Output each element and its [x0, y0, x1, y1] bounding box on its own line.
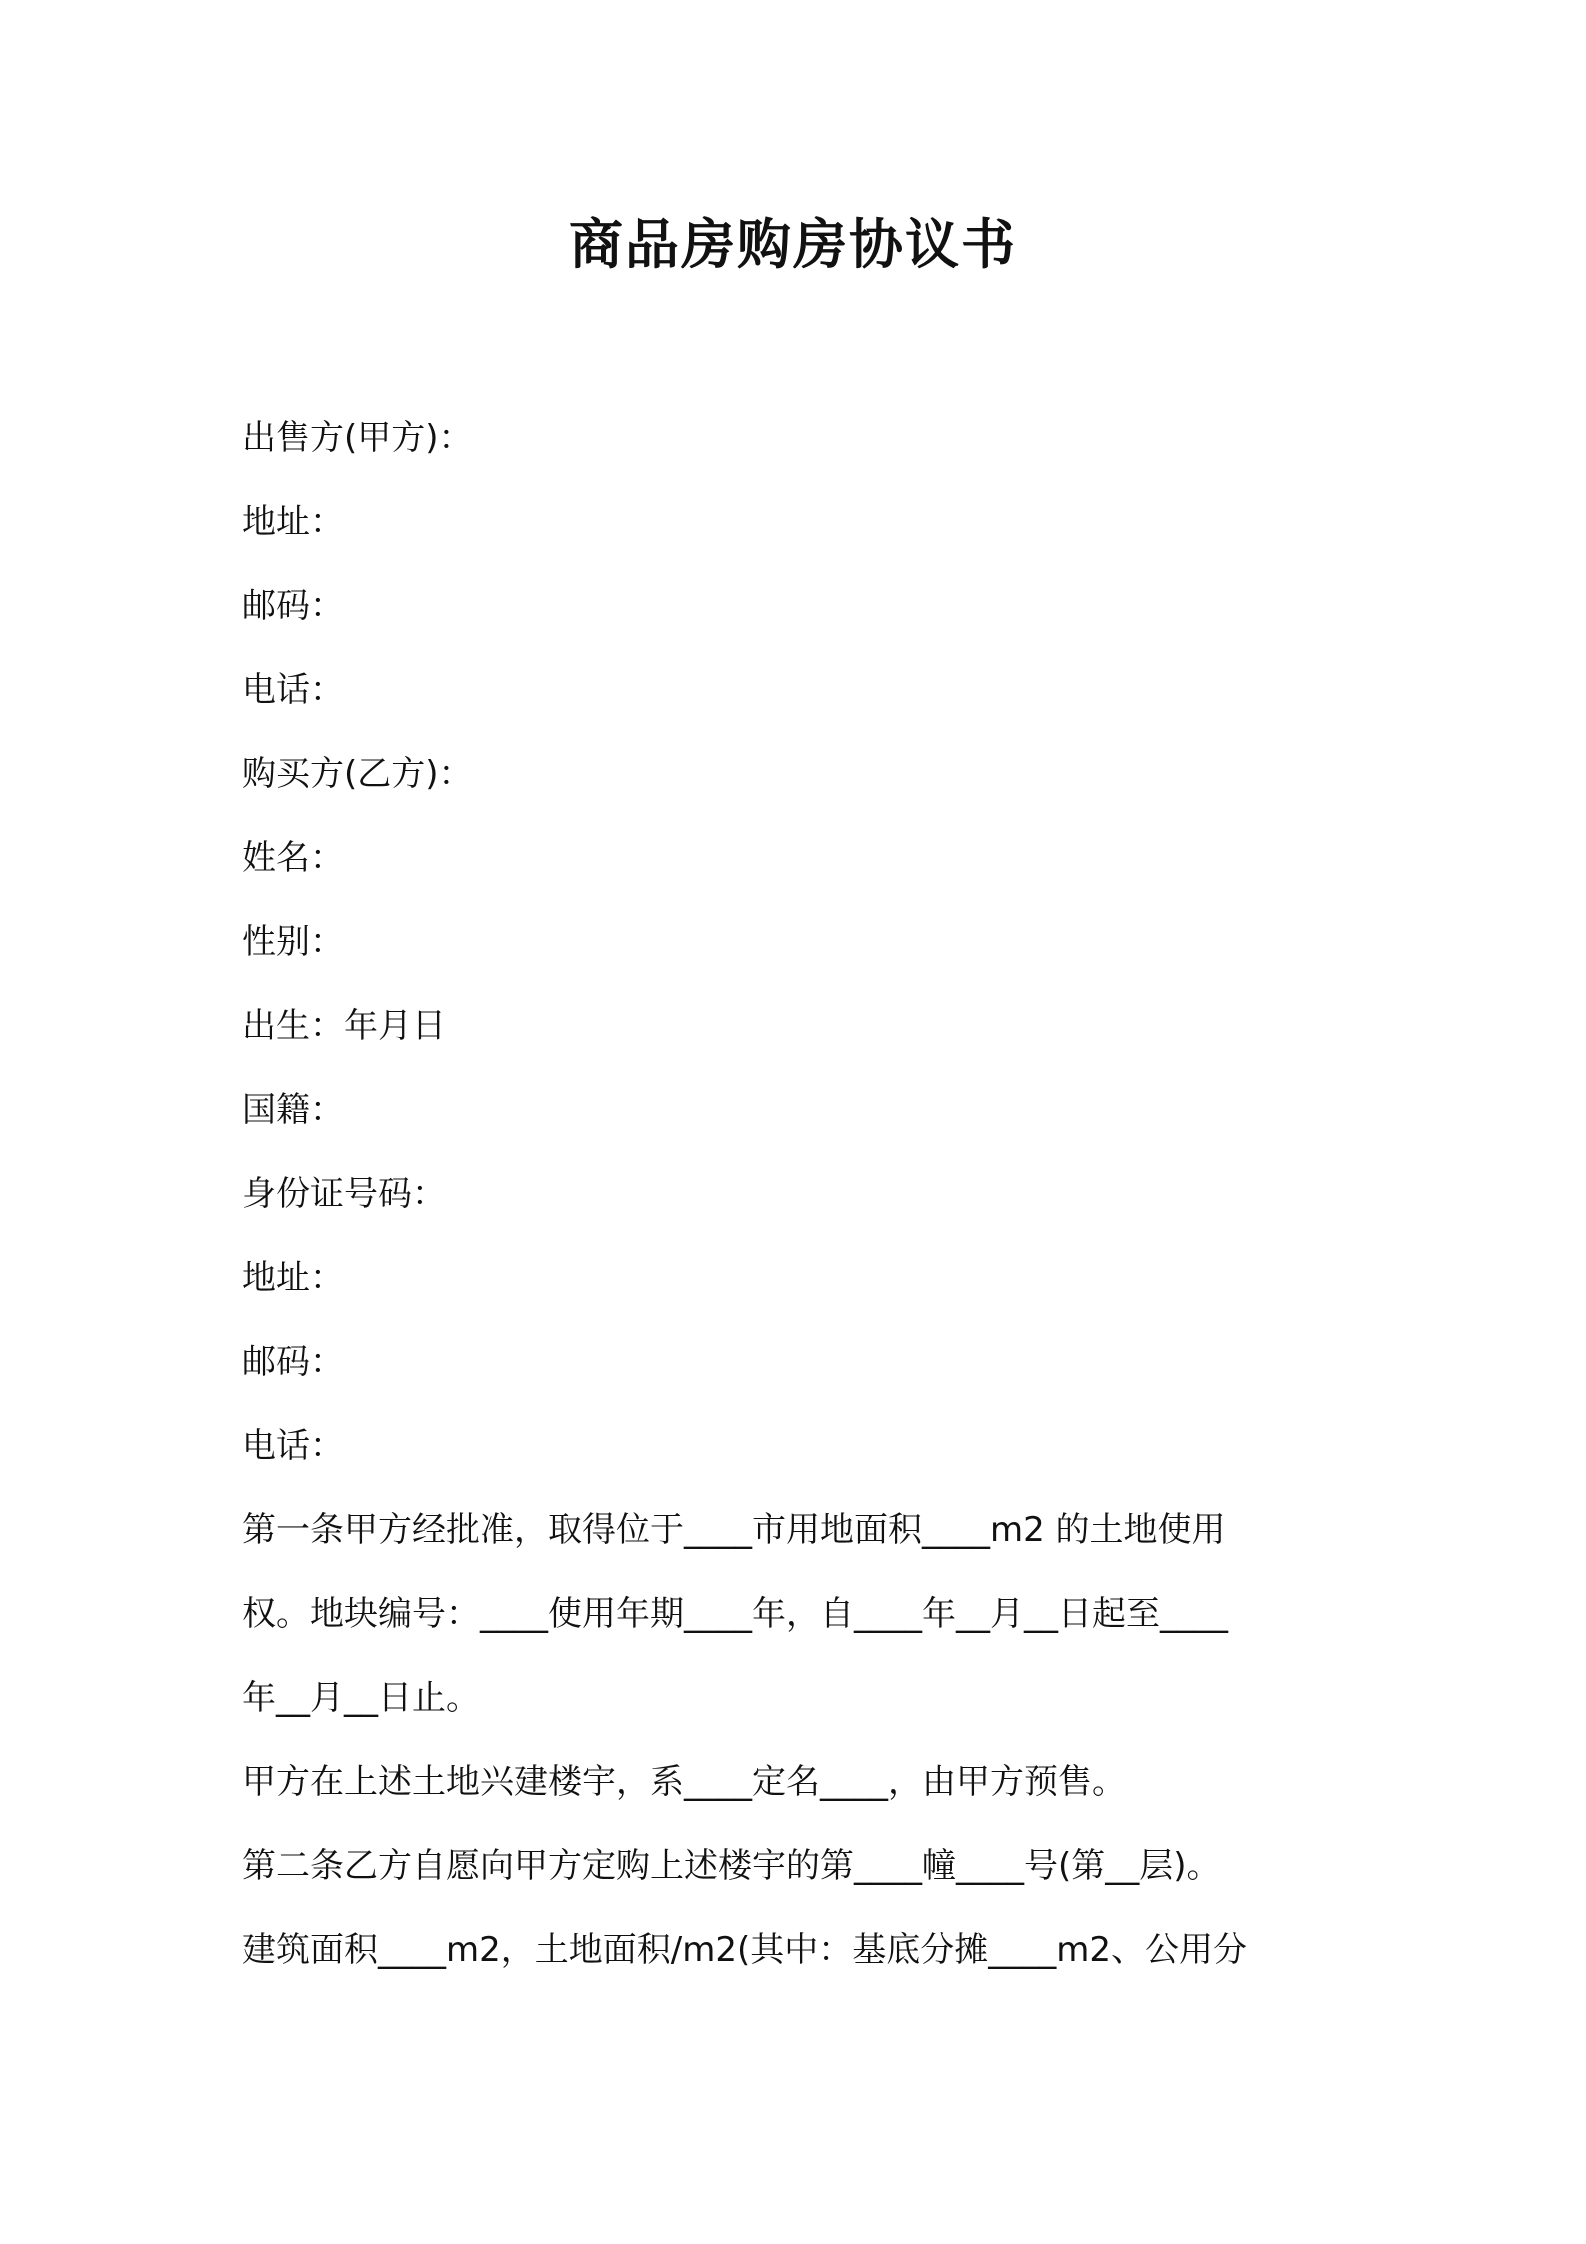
buyer-name-label: 姓名： [242, 838, 344, 878]
seller-phone-label: 电话： [242, 670, 344, 710]
buyer-phone-label: 电话： [242, 1426, 344, 1466]
buyer-postcode-label: 邮码： [242, 1342, 344, 1382]
article-1-line-2: 权。地块编号：____使用年期____年，自____年__月__日起至____ [242, 1594, 1228, 1634]
seller-postcode-label: 邮码： [242, 586, 344, 626]
buyer-label: 购买方(乙方)： [242, 754, 473, 794]
buyer-gender-label: 性别： [242, 922, 344, 962]
article-1-line-3: 年__月__日止。 [242, 1678, 480, 1718]
document-body [242, 396, 1362, 1992]
seller-address-label: 地址： [242, 502, 344, 542]
article-2-line-2: 建筑面积____m2，土地面积/m2(其中：基底分摊____m2、公用分 [242, 1930, 1247, 1970]
buyer-id-number-label: 身份证号码： [242, 1174, 446, 1214]
article-1-line-4: 甲方在上述土地兴建楼宇，系____定名____，由甲方预售。 [242, 1762, 1126, 1802]
buyer-birth-label: 出生：年月日 [242, 1006, 446, 1046]
buyer-nationality-label: 国籍： [242, 1090, 344, 1130]
buyer-address-label: 地址： [242, 1258, 344, 1298]
article-2-line-1: 第二条乙方自愿向甲方定购上述楼宇的第____幢____号(第__层)。 [242, 1846, 1221, 1886]
page-title: 商品房购房协议书 [569, 213, 1017, 276]
article-1-line-1: 第一条甲方经批准，取得位于____市用地面积____m2 的土地使用 [242, 1510, 1226, 1550]
seller-label: 出售方(甲方)： [242, 418, 473, 458]
